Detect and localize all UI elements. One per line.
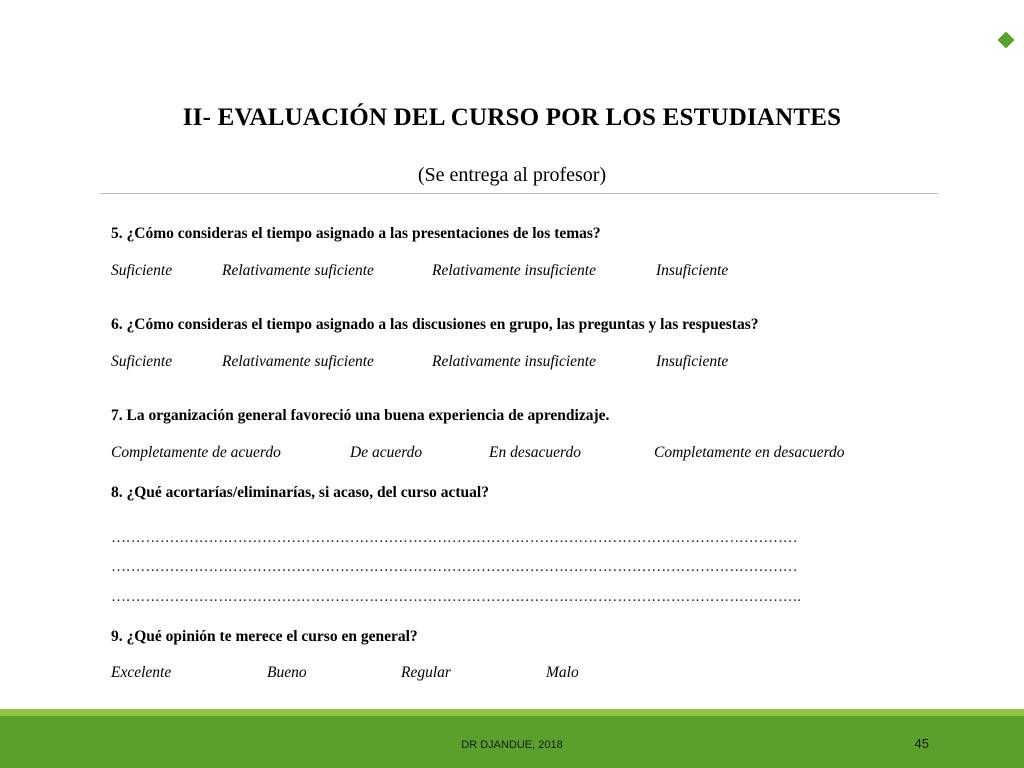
option-relativamente-insuficiente: Relativamente insuficiente — [432, 353, 596, 370]
option-regular: Regular — [401, 664, 451, 681]
option-de-acuerdo: De acuerdo — [350, 444, 423, 461]
divider — [100, 193, 938, 194]
option-insuficiente: Insuficiente — [656, 262, 729, 279]
option-relativamente-insuficiente: Relativamente insuficiente — [432, 262, 596, 279]
question-5: 5. ¿Cómo consideras el tiempo asignado a las presentaciones de los temas? — [111, 225, 601, 242]
slide-subtitle: (Se entrega al profesor) — [417, 164, 607, 186]
answer-line[interactable]: …………………………………………………………………………………………………………………………… — [111, 559, 798, 575]
question-7: 7. La organización general favoreció una buena experiencia de aprendizaje. — [111, 407, 610, 424]
option-suficiente: Suficiente — [111, 353, 173, 370]
option-completamente-de-acuerdo: Completamente de acuerdo — [111, 444, 281, 461]
answer-line[interactable]: …………………………………………………………………………………………………………………………… — [111, 530, 798, 546]
answer-line[interactable]: ……………………………………………………………………………………………………………………………. — [111, 589, 801, 605]
question-9: 9. ¿Qué opinión te merece el curso en general? — [111, 628, 418, 645]
question-8: 8. ¿Qué acortarías/eliminarías, si acaso, del curso actual? — [111, 484, 489, 501]
footer-accent-bar — [0, 709, 1024, 716]
diamond-accent-icon — [998, 32, 1015, 49]
option-excelente: Excelente — [111, 664, 172, 681]
slide-title: II- EVALUACIÓN DEL CURSO POR LOS ESTUDIANTES — [182, 104, 842, 131]
option-insuficiente: Insuficiente — [656, 353, 729, 370]
question-6: 6. ¿Cómo consideras el tiempo asignado a las discusiones en grupo, las preguntas y las respuestas? — [111, 316, 759, 333]
option-bueno: Bueno — [267, 664, 307, 681]
footer-author: DR DJANDUE, 2018 — [461, 739, 563, 751]
page-number: 45 — [914, 736, 929, 751]
option-malo: Malo — [546, 664, 579, 681]
option-relativamente-suficiente: Relativamente suficiente — [222, 262, 374, 279]
option-completamente-en-desacuerdo: Completamente en desacuerdo — [654, 444, 845, 461]
option-relativamente-suficiente: Relativamente suficiente — [222, 353, 374, 370]
option-suficiente: Suficiente — [111, 262, 173, 279]
option-en-desacuerdo: En desacuerdo — [489, 444, 581, 461]
